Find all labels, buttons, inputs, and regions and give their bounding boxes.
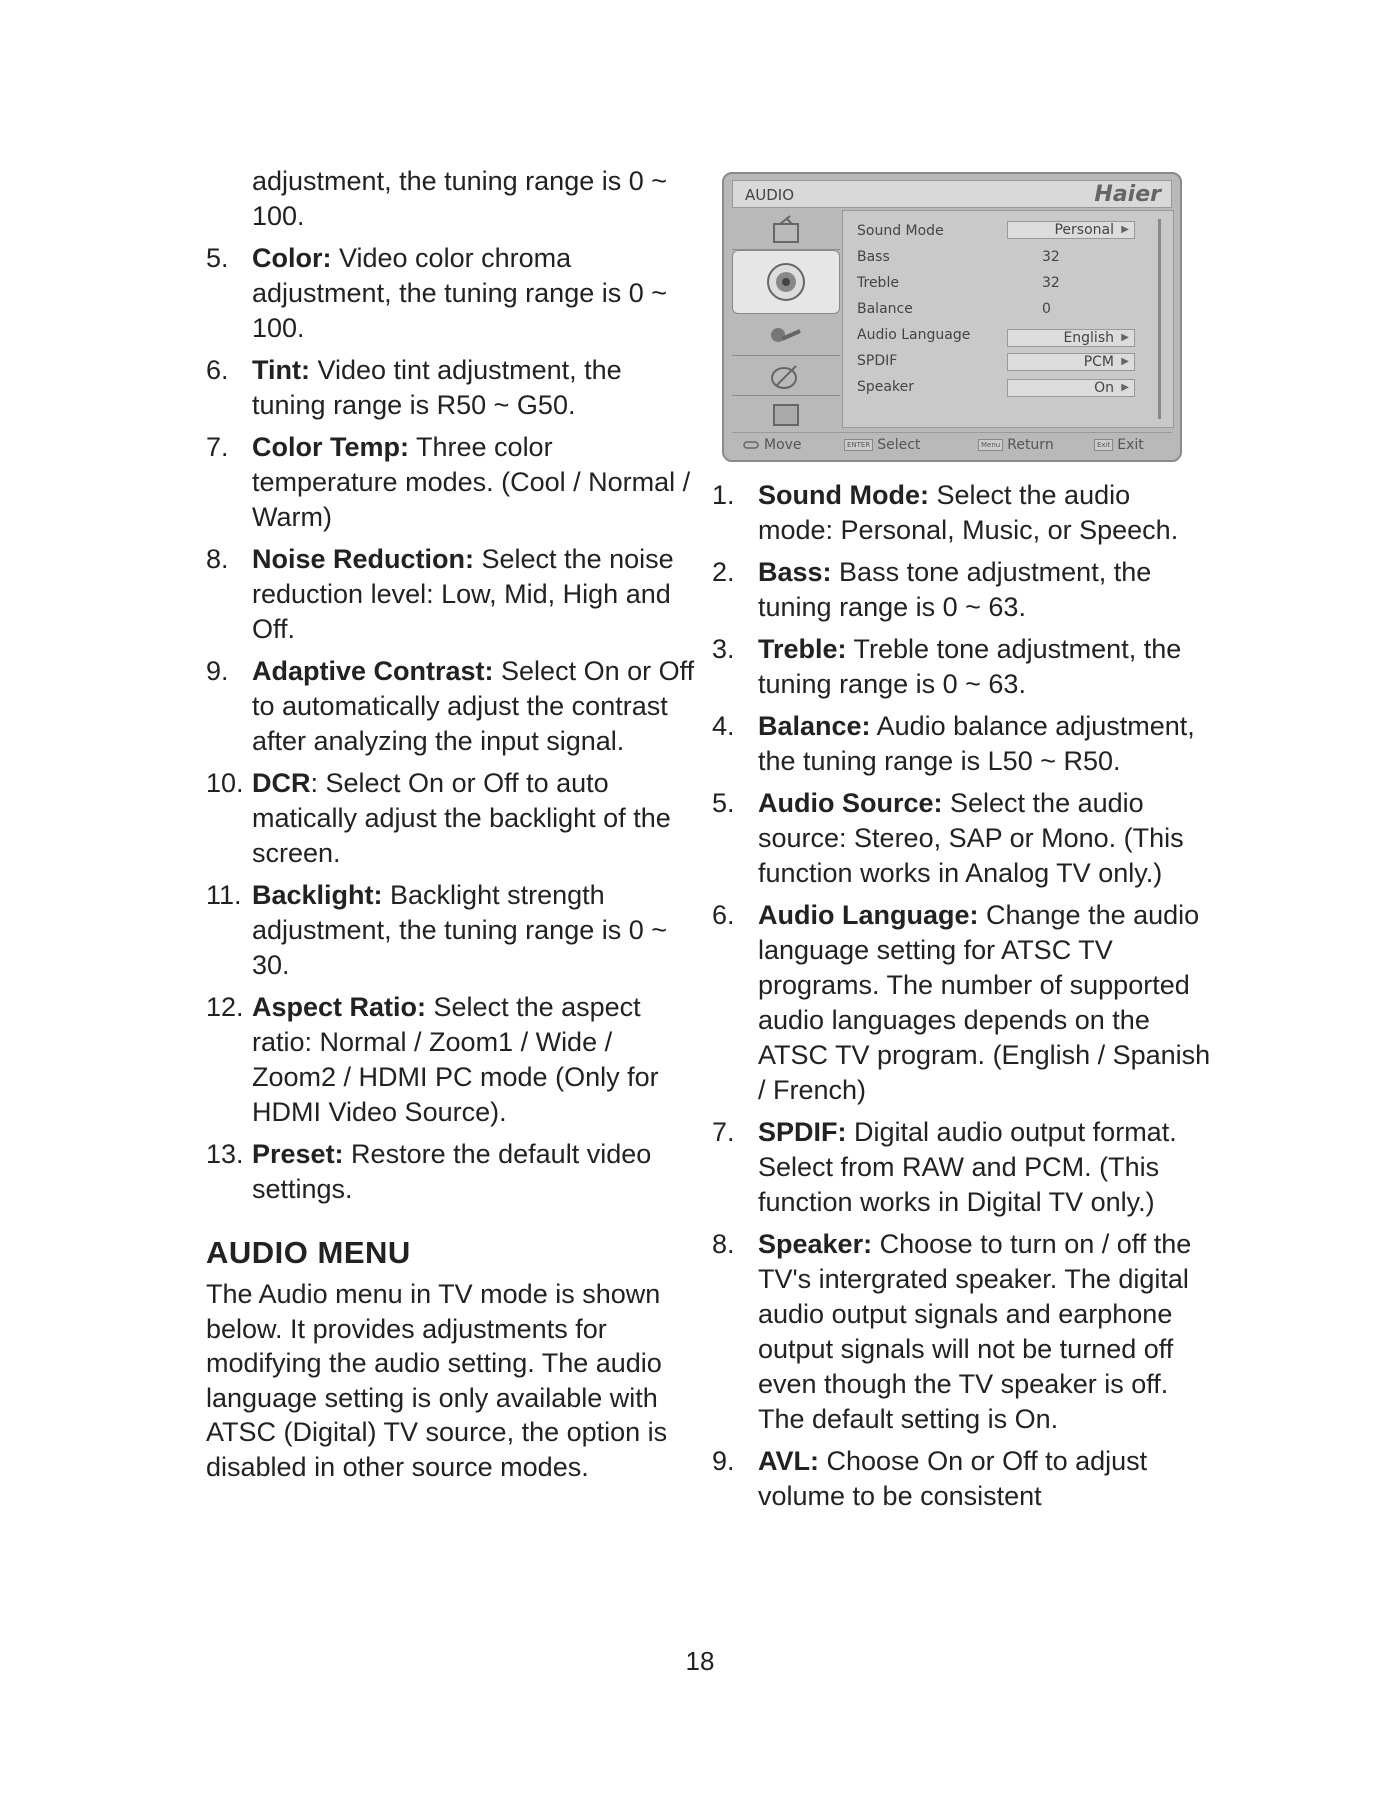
osd-row-label: Audio Language [857, 327, 971, 343]
list-item [712, 632, 1212, 702]
osd-row-value: Personal [1054, 222, 1114, 238]
arrow-right-icon: ▶ [1121, 382, 1129, 393]
item-body [758, 786, 1212, 891]
item-body [758, 478, 1212, 548]
item-body [252, 430, 696, 535]
item-term: Backlight: [252, 880, 383, 910]
item-text: Change the audio language setting for ATSC TV programs. The number of supported audio languages depends on the ATSC TV program. (English / Spanish / French) [758, 900, 1211, 1105]
list-item [712, 786, 1212, 891]
item-term: DCR [252, 768, 311, 798]
item-term: Speaker: [758, 1229, 873, 1259]
list-item [712, 1115, 1212, 1220]
item-term: Audio Language: [758, 900, 979, 930]
page-number: 18 [685, 1646, 715, 1676]
item-number: 3. [712, 634, 735, 664]
osd-icon-column [732, 210, 840, 428]
arrow-right-icon: ▶ [1121, 332, 1129, 343]
osd-row-value-box [1007, 221, 1135, 239]
osd-row-spdif[interactable] [857, 351, 1157, 371]
item-body [758, 632, 1212, 702]
osd-row-treble[interactable] [857, 273, 1157, 293]
osd-row-value: On [1094, 380, 1114, 396]
item-text: Video tint adjustment, the tuning range is R50 ~ G50. [252, 355, 622, 420]
list-item [712, 478, 1212, 548]
osd-row-speaker[interactable] [857, 377, 1157, 397]
item-body [758, 1444, 1212, 1514]
item-body [758, 1227, 1212, 1437]
item-text: Select the audio source: Stereo, SAP or Mono. (This function works in Analog TV only.) [758, 788, 1184, 888]
left-column [206, 164, 696, 1484]
list-item [712, 1444, 1212, 1514]
move-arrows-icon [742, 440, 760, 450]
list-item [206, 766, 696, 871]
screen-icon [732, 396, 840, 436]
item-number: 6. [206, 355, 229, 385]
exit-key-icon: Exit [1094, 439, 1113, 451]
item-term: Tint: [252, 355, 310, 385]
osd-row-value: PCM [1083, 354, 1114, 370]
item-term: Audio Source: [758, 788, 943, 818]
item-term: Adaptive Contrast: [252, 656, 494, 686]
brand-logo: Haier [1094, 182, 1161, 207]
osd-scrollbar[interactable] [1158, 219, 1161, 419]
item-term: Treble: [758, 634, 847, 664]
item-term: Bass: [758, 557, 832, 587]
osd-footer [732, 432, 1172, 457]
select-hint [844, 437, 920, 453]
item-text: Choose On or Off to adjust volume to be consistent [758, 1446, 1148, 1511]
audio-menu-screenshot [722, 172, 1182, 462]
item-number: 10. [206, 768, 244, 798]
osd-row-value: 32 [1042, 249, 1060, 265]
item-body [252, 990, 696, 1130]
item-text: Select the noise reduction level: Low, Mid, High and Off. [252, 544, 674, 644]
arrow-right-icon: ▶ [1121, 356, 1129, 367]
osd-row-sound-mode[interactable] [857, 221, 1157, 241]
list-item [206, 990, 696, 1130]
item-term: AVL: [758, 1446, 819, 1476]
item-term: Color Temp: [252, 432, 409, 462]
list-item [712, 709, 1212, 779]
item-text: Bass tone adjustment, the tuning range is 0 ~ 63. [758, 557, 1152, 622]
item-text: Select the aspect ratio: Normal / Zoom1 / Wide / Zoom2 / HDMI PC mode (Only for HDMI Video Source). [252, 992, 659, 1127]
list-item [206, 241, 696, 346]
item-body [252, 542, 696, 647]
item-term: Balance: [758, 711, 871, 741]
item-body [252, 241, 696, 346]
item-text: : Select On or Off to auto matically adjust the backlight of the screen. [252, 768, 671, 868]
item-term: SPDIF: [758, 1117, 847, 1147]
list-item [206, 353, 696, 423]
item-term: Sound Mode: [758, 480, 929, 510]
item-term: Preset: [252, 1139, 344, 1169]
item-number: 5. [206, 243, 229, 273]
item-number: 8. [712, 1229, 735, 1259]
tv-picture-icon [732, 210, 840, 250]
item-term: Noise Reduction: [252, 544, 475, 574]
osd-settings-panel [842, 210, 1174, 428]
list-item [206, 878, 696, 983]
item-body [758, 898, 1212, 1108]
osd-row-label: Treble [857, 275, 899, 291]
osd-row-value-box [1007, 329, 1135, 347]
item-body [252, 654, 696, 759]
item-number: 2. [712, 557, 735, 587]
item-number: 8. [206, 544, 229, 574]
osd-title-bar [732, 180, 1172, 208]
osd-row-label: Sound Mode [857, 223, 944, 239]
list-item [206, 1137, 696, 1207]
list-item [206, 430, 696, 535]
osd-row-value-box [1007, 379, 1135, 397]
move-label: Move [764, 437, 802, 453]
item-body [758, 555, 1212, 625]
move-hint [742, 437, 802, 453]
list-item [712, 1227, 1212, 1437]
list-item [206, 542, 696, 647]
osd-row-value: 0 [1042, 301, 1051, 317]
item-number: 12. [206, 992, 244, 1022]
enter-key-icon: ENTER [844, 439, 873, 451]
item-text: Audio balance adjustment, the tuning range is L50 ~ R50. [758, 711, 1195, 776]
item-body [252, 353, 696, 423]
item-body [758, 709, 1212, 779]
osd-row-label: Speaker [857, 379, 914, 395]
list-item [712, 555, 1212, 625]
osd-row-bass[interactable] [857, 247, 1157, 267]
item-number: 9. [206, 656, 229, 686]
menu-key-icon: Menu [978, 439, 1003, 451]
osd-row-label: SPDIF [857, 353, 898, 369]
item-number: 4. [712, 711, 735, 741]
item-body [252, 878, 696, 983]
osd-row-value: English [1063, 330, 1114, 346]
item-text: Choose to turn on / off the TV's intergrated speaker. The digital audio output signals and earphone output signals will not be turned off even though the TV speaker is off. The default setting is On. [758, 1229, 1192, 1434]
osd-row-audio-language[interactable] [857, 325, 1157, 345]
return-hint [978, 437, 1054, 453]
osd-row-value-box [1007, 353, 1135, 371]
item-text: Restore the default video settings. [252, 1139, 652, 1204]
list-item [712, 898, 1212, 1108]
item-number: 13. [206, 1139, 244, 1169]
tools-setup-icon [732, 316, 840, 356]
item-text: Backlight strength adjustment, the tuning range is 0 ~ 30. [252, 880, 668, 980]
speaker-audio-icon [732, 250, 840, 314]
item-number: 11. [206, 880, 242, 910]
item-number: 6. [712, 900, 735, 930]
item-number: 5. [712, 788, 735, 818]
satellite-channel-icon [732, 356, 840, 396]
item-body [252, 766, 696, 871]
continued-text: adjustment, the tuning range is 0 ~ 100. [252, 166, 668, 231]
osd-row-value: 32 [1042, 275, 1060, 291]
osd-title: AUDIO [745, 186, 795, 204]
item-text: Video color chroma adjustment, the tuning range is 0 ~ 100. [252, 243, 668, 343]
section-title: AUDIO MENU [206, 1235, 411, 1270]
osd-row-label: Bass [857, 249, 890, 265]
arrow-right-icon: ▶ [1121, 224, 1129, 235]
section-paragraph: The Audio menu in TV mode is shown below. It provides adjustments for modifying the audio setting. The audio language setting is only available with ATSC (Digital) TV source, the option is disabled in other source modes. [206, 1279, 668, 1482]
item-body [758, 1115, 1212, 1220]
item-text: Three color temperature modes. (Cool / Normal / Warm) [252, 432, 691, 532]
item-number: 9. [712, 1446, 735, 1476]
list-item [206, 654, 696, 759]
item-body [252, 1137, 696, 1207]
osd-row-balance[interactable] [857, 299, 1157, 319]
item-number: 1. [712, 480, 735, 510]
osd-row-label: Balance [857, 301, 913, 317]
item-term: Aspect Ratio: [252, 992, 427, 1022]
item-number: 7. [712, 1117, 735, 1147]
select-label: Select [877, 437, 921, 453]
item-term: Color: [252, 243, 332, 273]
item-text: Select the audio mode: Personal, Music, or Speech. [758, 480, 1179, 545]
item-text: Digital audio output format. Select from RAW and PCM. (This function works in Digital TV only.) [758, 1117, 1177, 1217]
item-text: Treble tone adjustment, the tuning range is 0 ~ 63. [758, 634, 1182, 699]
return-label: Return [1007, 437, 1054, 453]
exit-label: Exit [1117, 437, 1144, 453]
exit-hint [1094, 437, 1144, 453]
item-number: 7. [206, 432, 229, 462]
item-text: Select On or Off to automatically adjust the contrast after analyzing the input signal. [252, 656, 695, 756]
right-column [712, 478, 1212, 1521]
